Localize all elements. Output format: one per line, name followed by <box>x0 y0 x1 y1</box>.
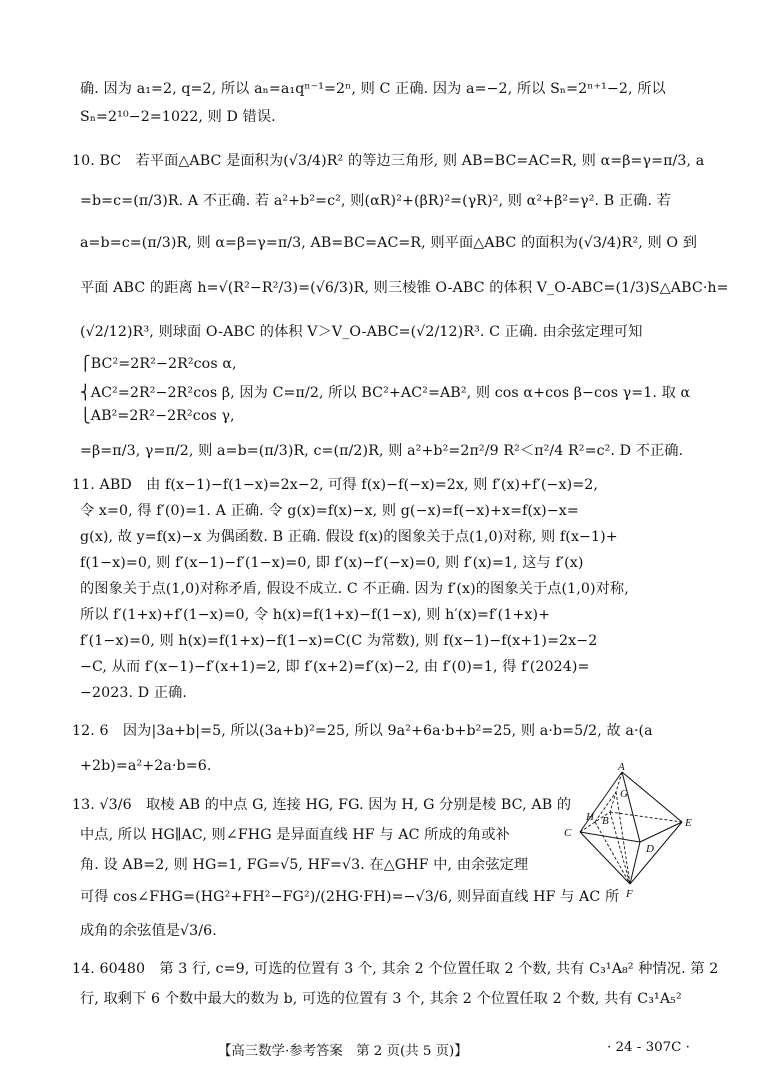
text-line: f′(1−x)=0, 则 h(x)=f(1+x)−f(1−x)=C(C 为常数), 则 f(x−1)−f(x+1)=2x−2 <box>80 633 598 649</box>
vertex-label-b: B <box>602 815 609 827</box>
text-line: 角. 设 AB=2, 则 HG=1, FG=√5, HF=√3. 在△GHF 中, 由余弦定理 <box>80 857 529 873</box>
text-line: 成角的余弦值是√3/6. <box>80 923 217 939</box>
answer-14-line: 14. 60480 第 3 行, c=9, 可选的位置有 3 个, 其余 2 个位置任取 2 个数, 共有 C₃¹A₈² 种情况. 第 2 <box>72 961 719 977</box>
text-line: ⎧BC²=2R²−2R²cos α, <box>80 356 237 372</box>
octahedron-figure <box>560 762 710 900</box>
text-line: 可得 cos∠FHG=(HG²+FH²−FG²)/(2HG·FH)=−√3/6, 则异面直线 HF 与 AC 所 <box>80 889 620 905</box>
text-line: a=b=c=(π/3)R, 则 α=β=γ=π/3, AB=BC=AC=R, 则平面△ABC 的面积为(√3/4)R², 则 O 到 <box>80 235 697 251</box>
answer-12-line: 12. 6 因为|3a+b|=5, 所以(3a+b)²=25, 所以 9a²+6a·b+b²=25, 则 a·b=5/2, 故 a·(a <box>72 723 653 739</box>
text-line: 确. 因为 a₁=2, q=2, 所以 aₙ=a₁qⁿ⁻¹=2ⁿ, 则 C 正确. 因为 a=−2, 所以 Sₙ=2ⁿ⁺¹−2, 所以 <box>80 81 666 97</box>
footer-code: · 24 - 307C · <box>607 1040 690 1055</box>
text-line: +2b)=a²+2a·b=6. <box>80 758 212 774</box>
text-line: −C, 从而 f′(x−1)−f′(x+1)=2, 即 f′(x+2)=f′(x)−2, 由 f′(0)=1, 得 f′(2024)= <box>80 659 590 675</box>
text-line: 平面 ABC 的距离 h=√(R²−R²/3)=(√6/3)R, 则三棱锥 O-ABC 的体积 V_O-ABC=(1/3)S△ABC·h= <box>80 280 729 296</box>
text-line: 的图象关于点(1,0)对称矛盾, 假设不成立. C 不正确. 因为 f′(x)的图象关于点(1,0)对称, <box>80 581 629 597</box>
text-line: ⎨AC²=2R²−2R²cos β, 因为 C=π/2, 所以 BC²+AC²=AB², 则 cos α+cos β−cos γ=1. 取 α <box>80 385 691 401</box>
vertex-label-e: E <box>685 817 692 829</box>
text-line: 所以 f′(1+x)+f′(1−x)=0, 令 h(x)=f(1+x)−f(1−x), 则 h′(x)=f′(1+x)+ <box>80 607 551 623</box>
answer-11-line: 11. ABD 由 f(x−1)−f(1−x)=2x−2, 可得 f(x)−f(−x)=2x, 则 f′(x)+f′(−x)=2, <box>72 477 598 493</box>
vertex-label-a: A <box>618 761 625 773</box>
page-footer <box>0 1038 764 1062</box>
point-label-h: H <box>586 811 594 823</box>
vertex-label-f: F <box>626 888 633 900</box>
vertex-label-d: D <box>646 843 654 855</box>
text-line: =β=π/3, γ=π/2, 则 a=b=(π/3)R, c=(π/2)R, 则 a²+b²=2π²/9 R²＜π²/4 R²=c². D 不正确. <box>80 443 684 459</box>
text-line: =b=c=(π/3)R. A 不正确. 若 a²+b²=c², 则(αR)²+(βR)²=(γR)², 则 α²+β²=γ². B 正确. 若 <box>80 193 671 209</box>
text-line: f(1−x)=0, 则 f′(x−1)−f′(1−x)=0, 即 f′(x)−f′(−x)=0, 则 f′(x)=1, 这与 f′(x) <box>80 555 584 571</box>
text-line: −2023. D 正确. <box>80 685 187 701</box>
footer-title: 【高三数学·参考答案 第 2 页(共 5 页)】 <box>218 1044 468 1059</box>
text-line: (√2/12)R³, 则球面 O-ABC 的体积 V＞V_O-ABC=(√2/12)R³. C 正确. 由余弦定理可知 <box>80 324 643 340</box>
text-line: Sₙ=2¹⁰−2=1022, 则 D 错误. <box>80 109 276 125</box>
answer-13-line: 13. √3/6 取棱 AB 的中点 G, 连接 HG, FG. 因为 H, G 分别是棱 BC, AB 的 <box>72 797 572 813</box>
text-line: 令 x=0, 得 f′(0)=1. A 正确. 令 g(x)=f(x)−x, 则 g(−x)=f(−x)+x=f(x)−x= <box>80 503 579 519</box>
text-line: 行, 取剩下 6 个数中最大的数为 b, 可选的位置有 3 个, 其余 2 个位置任取 2 个数, 共有 C₃¹A₅² <box>80 991 682 1007</box>
point-label-g: G <box>620 788 628 800</box>
text-line: ⎩AB²=2R²−2R²cos γ, <box>80 408 235 424</box>
answer-10-line: 10. BC 若平面△ABC 是面积为(√3/4)R² 的等边三角形, 则 AB=BC=AC=R, 则 α=β=γ=π/3, a <box>72 153 705 169</box>
text-line: g(x), 故 y=f(x)−x 为偶函数. B 正确. 假设 f(x)的图象关于点(1,0)对称, 则 f(x−1)+ <box>80 529 618 545</box>
vertex-label-c: C <box>564 827 572 839</box>
text-line: 中点, 所以 HG∥AC, 则∠FHG 是异面直线 HF 与 AC 所成的角或补 <box>80 827 510 843</box>
